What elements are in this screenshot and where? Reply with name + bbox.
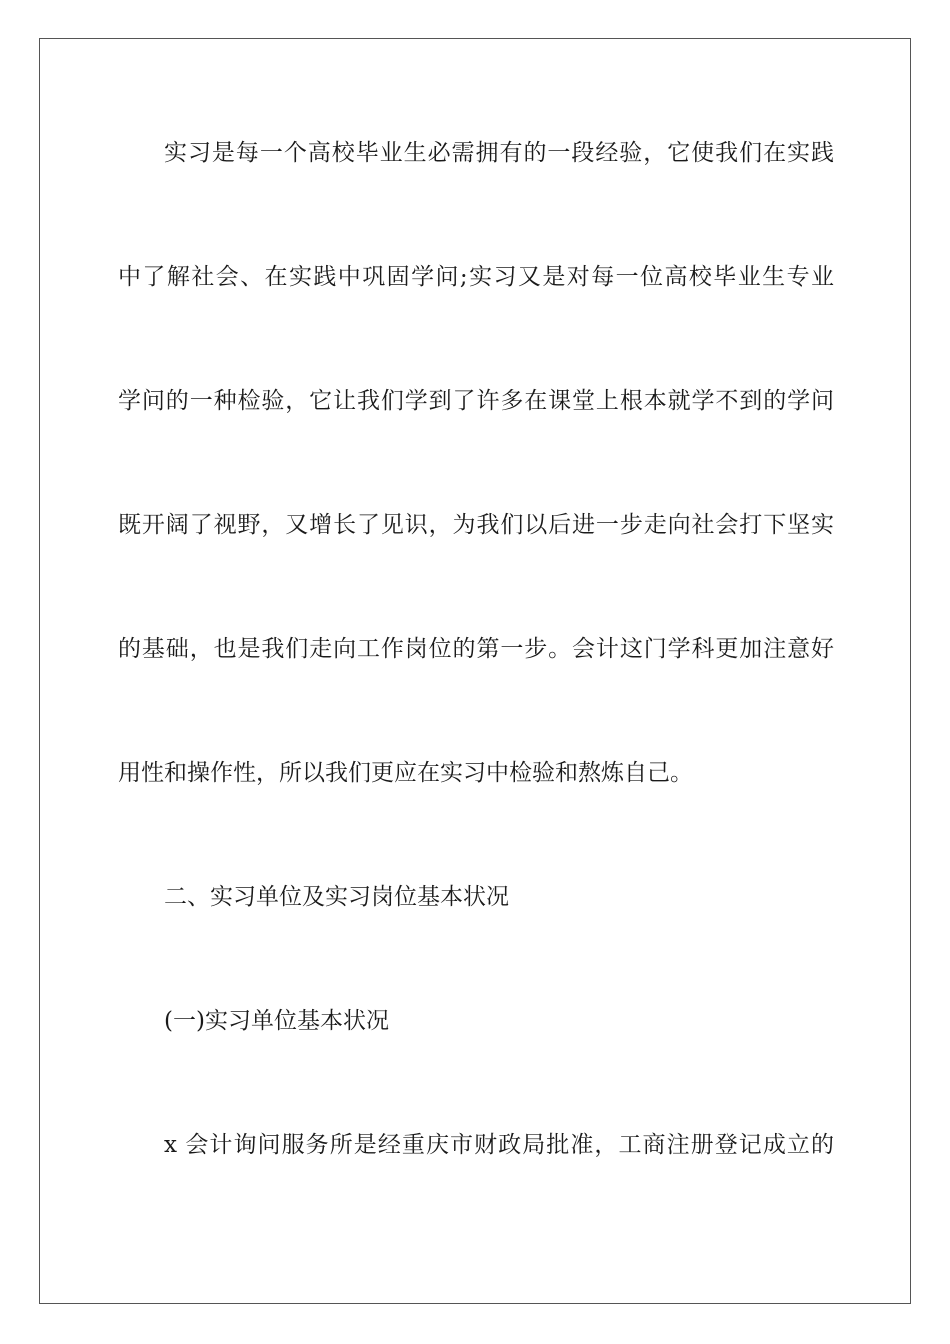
paragraph-1-line-6: 用性和操作性，所以我们更应在实习中检验和熬炼自己。 [118,760,693,786]
paragraph-1-line-4: 既开阔了视野，又增长了见识，为我们以后进一步走向社会打下坚实 [118,512,834,538]
paragraph-1-line-3: 学问的一种检验，它让我们学到了许多在课堂上根本就学不到的学问 [118,388,834,414]
paragraph-1-line-1: 实习是每一个高校毕业生必需拥有的一段经验，它使我们在实践 [164,140,834,166]
paragraph-1-line-2: 中了解社会、在实践中巩固学问;实习又是对每一位高校毕业生专业 [118,264,834,290]
section-heading: 二、实习单位及实习岗位基本状况 [164,884,509,910]
paragraph-2-line-1: x 会计询问服务所是经重庆市财政局批准，工商注册登记成立的 [164,1132,834,1158]
page-border [39,38,911,1304]
paragraph-1-line-5: 的基础，也是我们走向工作岗位的第一步。会计这门学科更加注意好 [118,636,834,662]
subsection-heading: (一)实习单位基本状况 [164,1008,389,1034]
